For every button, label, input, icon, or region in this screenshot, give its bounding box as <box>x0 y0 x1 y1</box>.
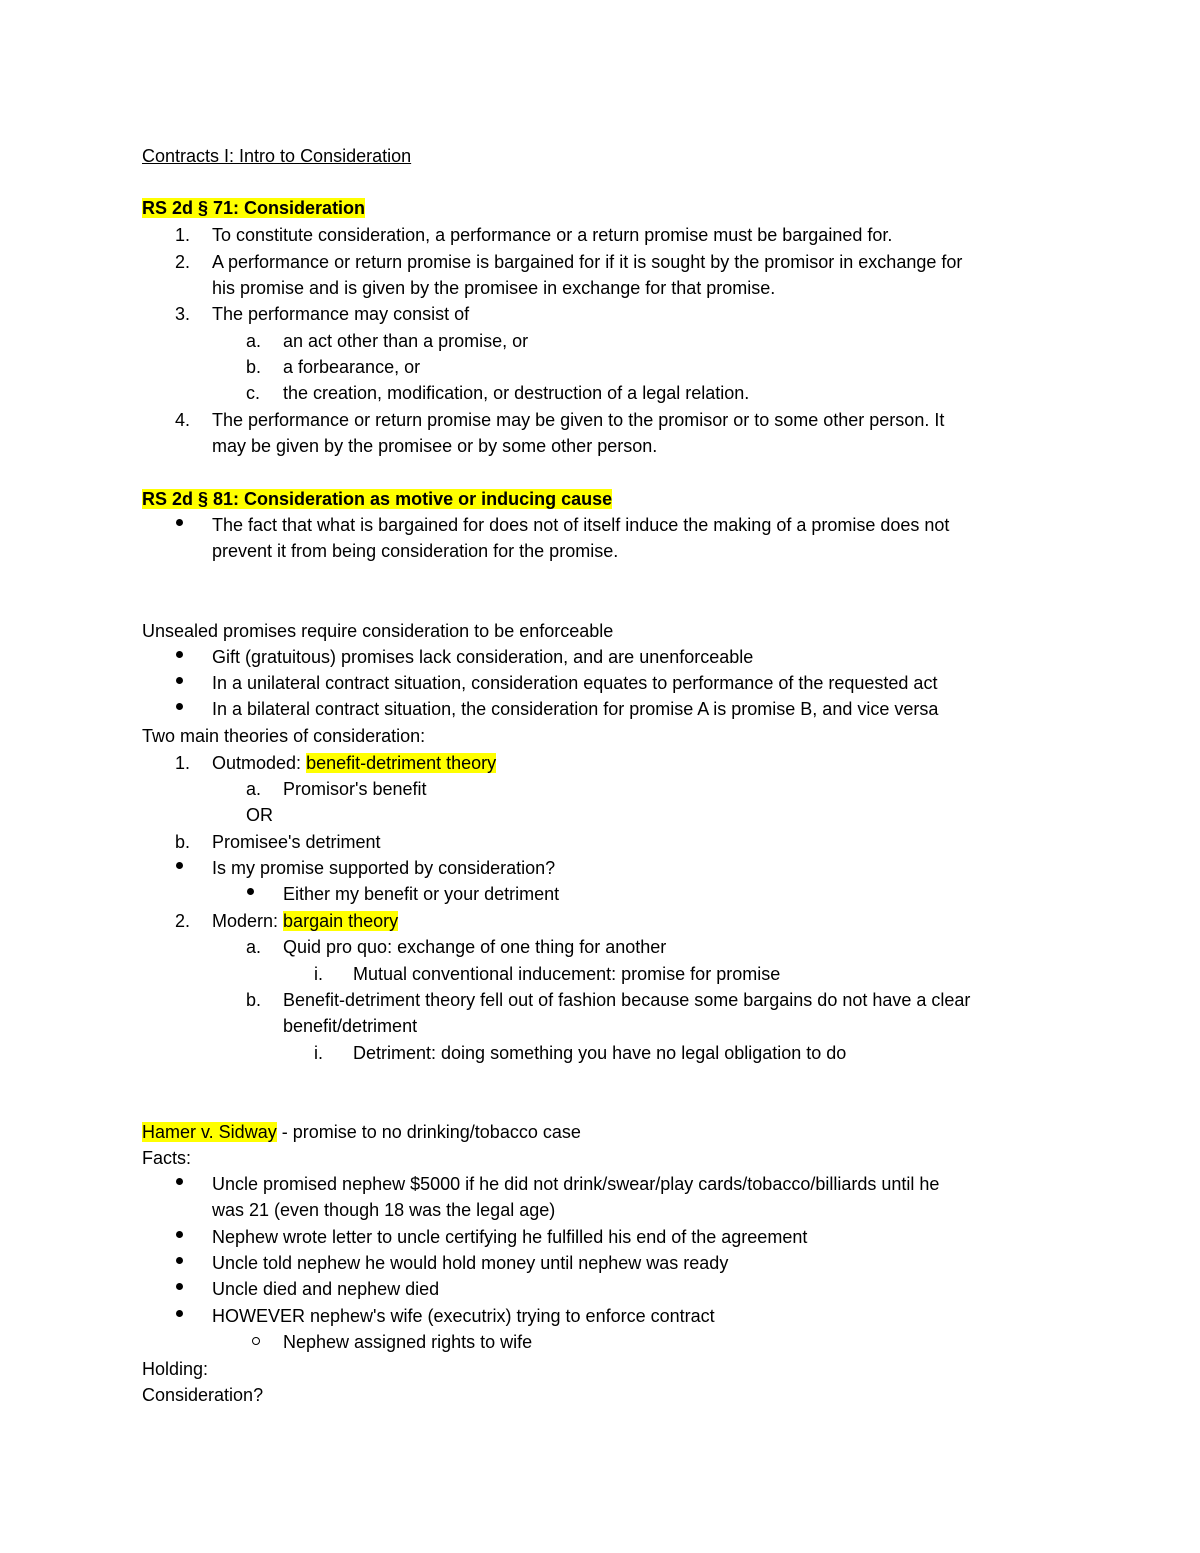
list-marker: c. <box>246 383 261 403</box>
outmoded-label: Outmoded: <box>212 753 307 773</box>
rs81-heading-text: RS 2d § 81: Consideration as motive or inducing cause <box>142 489 613 509</box>
list-marker: a. <box>246 779 262 799</box>
bullet-icon <box>176 1310 183 1317</box>
list-marker: 1. <box>175 753 191 773</box>
bullet-icon <box>247 888 254 895</box>
outmoded-theory: benefit-detriment theory <box>306 753 497 773</box>
list-item: Detriment: doing something you have no legal obligation to do <box>353 1043 847 1063</box>
list-item: In a bilateral contract situation, the consideration for promise A is promise B, and vice versa <box>212 699 939 719</box>
list-item: Nephew assigned rights to wife <box>283 1332 533 1352</box>
modern-label: Modern: <box>212 911 284 931</box>
list-item: Promisee's detriment <box>212 832 381 852</box>
bullet-icon <box>176 862 183 869</box>
list-item: Either my benefit or your detriment <box>283 884 560 904</box>
bullet-icon <box>176 519 183 526</box>
theories-intro: Two main theories of consideration: <box>142 726 426 746</box>
case-name: Hamer v. Sidway <box>142 1122 277 1142</box>
rs81-heading <box>142 486 612 512</box>
list-item: Quid pro quo: exchange of one thing for another <box>283 937 667 957</box>
bullet-icon <box>176 651 183 658</box>
bullet-icon <box>176 1178 183 1185</box>
list-marker: 4. <box>175 410 191 430</box>
list-item: Gift (gratuitous) promises lack consideration, and are unenforceable <box>212 647 754 667</box>
list-item: Benefit-detriment theory fell out of fashion because some bargains do not have a clear <box>283 990 971 1010</box>
list-marker: 2. <box>175 252 191 272</box>
case-heading <box>142 1119 581 1145</box>
facts-label: Facts: <box>142 1148 192 1168</box>
list-item: an act other than a promise, or <box>283 331 529 351</box>
list-item-modern <box>212 908 398 934</box>
page-title: Contracts I: Intro to Consideration <box>142 146 412 166</box>
bullet-icon <box>176 1283 183 1290</box>
list-item: Mutual conventional inducement: promise for promise <box>353 964 781 984</box>
bullet-icon <box>176 677 183 684</box>
list-marker: b. <box>246 990 262 1010</box>
list-item: Uncle told nephew he would hold money until nephew was ready <box>212 1253 729 1273</box>
list-marker: 2. <box>175 911 191 931</box>
list-item: The fact that what is bargained for does not of itself induce the making of a promise does not <box>212 515 950 535</box>
list-item: prevent it from being consideration for the promise. <box>212 541 619 561</box>
list-item: The performance or return promise may be given to the promisor or to some other person. It <box>212 410 945 430</box>
list-marker: a. <box>246 937 262 957</box>
case-desc: - promise to no drinking/tobacco case <box>276 1122 581 1142</box>
list-item: the creation, modification, or destruction of a legal relation. <box>283 383 750 403</box>
bullet-icon <box>176 703 183 710</box>
unsealed-intro: Unsealed promises require consideration to be enforceable <box>142 621 614 641</box>
list-item: Uncle died and nephew died <box>212 1279 440 1299</box>
list-item: Is my promise supported by consideration? <box>212 858 556 878</box>
list-item: In a unilateral contract situation, consideration equates to performance of the requested act <box>212 673 938 693</box>
holding-label: Holding: <box>142 1359 209 1379</box>
list-item: a forbearance, or <box>283 357 421 377</box>
modern-theory: bargain theory <box>283 911 399 931</box>
hollow-bullet-icon <box>252 1337 260 1345</box>
list-item: benefit/detriment <box>283 1016 418 1036</box>
list-item: The performance may consist of <box>212 304 470 324</box>
consideration-label: Consideration? <box>142 1385 264 1405</box>
list-item-outmoded <box>212 750 496 776</box>
rs71-heading-text: RS 2d § 71: Consideration <box>142 198 366 218</box>
list-item: To constitute consideration, a performance or a return promise must be bargained for. <box>212 225 893 245</box>
list-marker: 3. <box>175 304 191 324</box>
list-marker: i. <box>314 1043 323 1063</box>
or-text: OR <box>246 805 273 825</box>
list-marker: a. <box>246 331 262 351</box>
list-marker: b. <box>175 832 191 852</box>
list-item: HOWEVER nephew's wife (executrix) trying to enforce contract <box>212 1306 715 1326</box>
list-marker: i. <box>314 964 323 984</box>
list-marker: 1. <box>175 225 191 245</box>
list-item: Uncle promised nephew $5000 if he did not drink/swear/play cards/tobacco/billiards until he <box>212 1174 940 1194</box>
list-item: Promisor's benefit <box>283 779 427 799</box>
list-item: his promise and is given by the promisee in exchange for that promise. <box>212 278 776 298</box>
bullet-icon <box>176 1257 183 1264</box>
bullet-icon <box>176 1231 183 1238</box>
list-item: was 21 (even though 18 was the legal age) <box>212 1200 556 1220</box>
list-item: A performance or return promise is bargained for if it is sought by the promisor in exchange for <box>212 252 963 272</box>
rs71-heading <box>142 195 365 221</box>
list-item: Nephew wrote letter to uncle certifying he fulfilled his end of the agreement <box>212 1227 808 1247</box>
list-marker: b. <box>246 357 262 377</box>
list-item: may be given by the promisee or by some other person. <box>212 436 658 456</box>
